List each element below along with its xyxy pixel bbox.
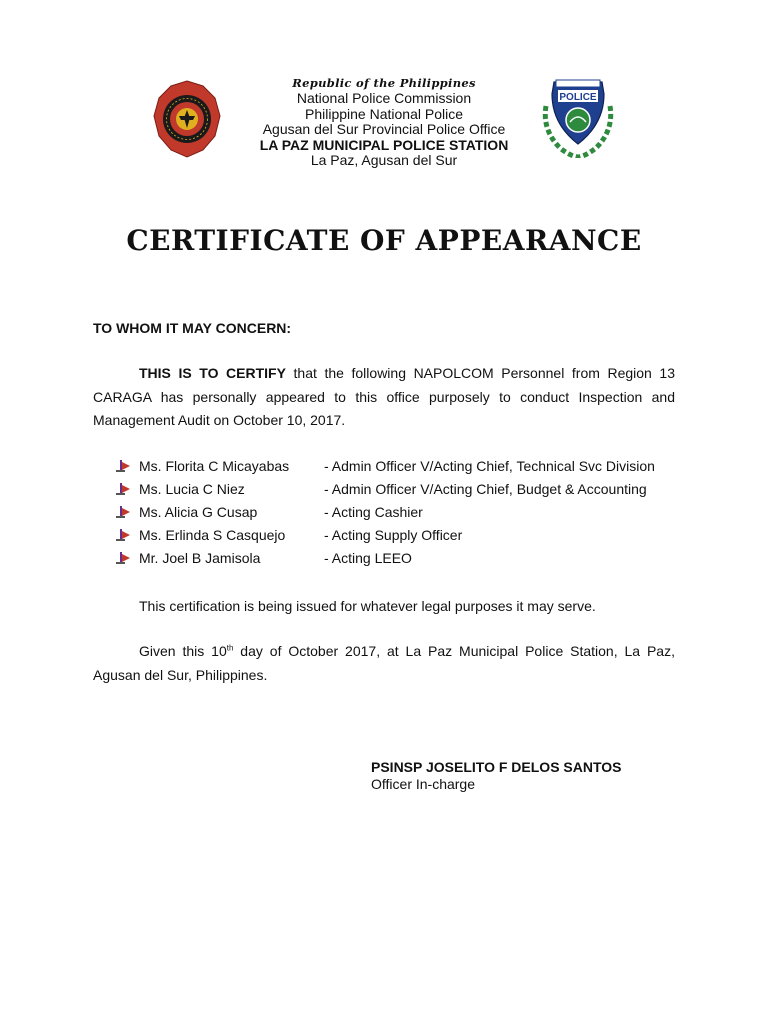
personnel-name: Ms. Erlinda S Casquejo: [139, 527, 286, 543]
commission-line: National Police Commission: [296, 90, 472, 106]
signature-block: [371, 759, 622, 793]
personnel-name: Ms. Florita C Micayabas: [139, 458, 290, 474]
certify-text: that the following NAPOLCOM Personnel from Region 13 CARAGA has personally appeared to this office purposely to conduct Inspection and Management Audit on October 10, 2017.: [93, 365, 675, 428]
list-item: [116, 478, 716, 501]
personnel-name: Ms. Lucia C Niez: [139, 481, 245, 497]
purpose-paragraph: This certification is being issued for whatever legal purposes it may serve.: [139, 598, 596, 614]
certify-lead: THIS IS TO CERTIFY: [139, 365, 286, 381]
letterhead: [0, 76, 768, 169]
given-text-start: Given this 10: [139, 643, 227, 659]
certificate-title: CERTIFICATE OF APPEARANCE: [126, 224, 642, 257]
list-item: [116, 547, 716, 570]
given-paragraph: [93, 640, 675, 687]
personnel-name: Mr. Joel B Jamisola: [139, 550, 261, 566]
signatory-position: Officer In-charge: [371, 776, 476, 792]
arrow-bullet-icon: [116, 483, 130, 495]
station-name: LA PAZ MUNICIPAL POLICE STATION: [259, 136, 509, 153]
personnel-list: [116, 455, 716, 570]
arrow-bullet-icon: [116, 460, 130, 472]
arrow-bullet-icon: [116, 506, 130, 518]
salutation: TO WHOM IT MAY CONCERN:: [93, 320, 292, 336]
personnel-role: - Admin Officer V/Acting Chief, Technical Svc Division: [324, 458, 655, 474]
certification-paragraph: [93, 362, 675, 433]
svg-text:POLICE: POLICE: [559, 92, 597, 103]
personnel-role: - Acting Cashier: [324, 504, 423, 520]
republic-line: Republic of the Philippines: [292, 76, 476, 90]
list-item: [116, 501, 716, 524]
personnel-name: Ms. Alicia G Cusap: [139, 504, 258, 520]
station-address: La Paz, Agusan del Sur: [310, 152, 458, 168]
provincial-office-line: Agusan del Sur Provincial Police Office: [262, 121, 506, 137]
pnp-line: Philippine National Police: [305, 105, 463, 122]
personnel-role: - Acting LEEO: [324, 550, 412, 566]
signatory-name: PSINSP JOSELITO F DELOS SANTOS: [371, 759, 622, 775]
ordinal-suffix: th: [226, 643, 234, 653]
list-item: [116, 455, 716, 478]
list-item: [116, 524, 716, 547]
personnel-role: - Acting Supply Officer: [324, 527, 463, 543]
arrow-bullet-icon: [116, 552, 130, 564]
personnel-role: - Admin Officer V/Acting Chief, Budget & Accounting: [324, 481, 647, 497]
given-text-end: day of October 2017, at La Paz Municipal Police Station, La Paz, Agusan del Sur, Philippines.: [93, 643, 675, 683]
arrow-bullet-icon: [116, 529, 130, 541]
